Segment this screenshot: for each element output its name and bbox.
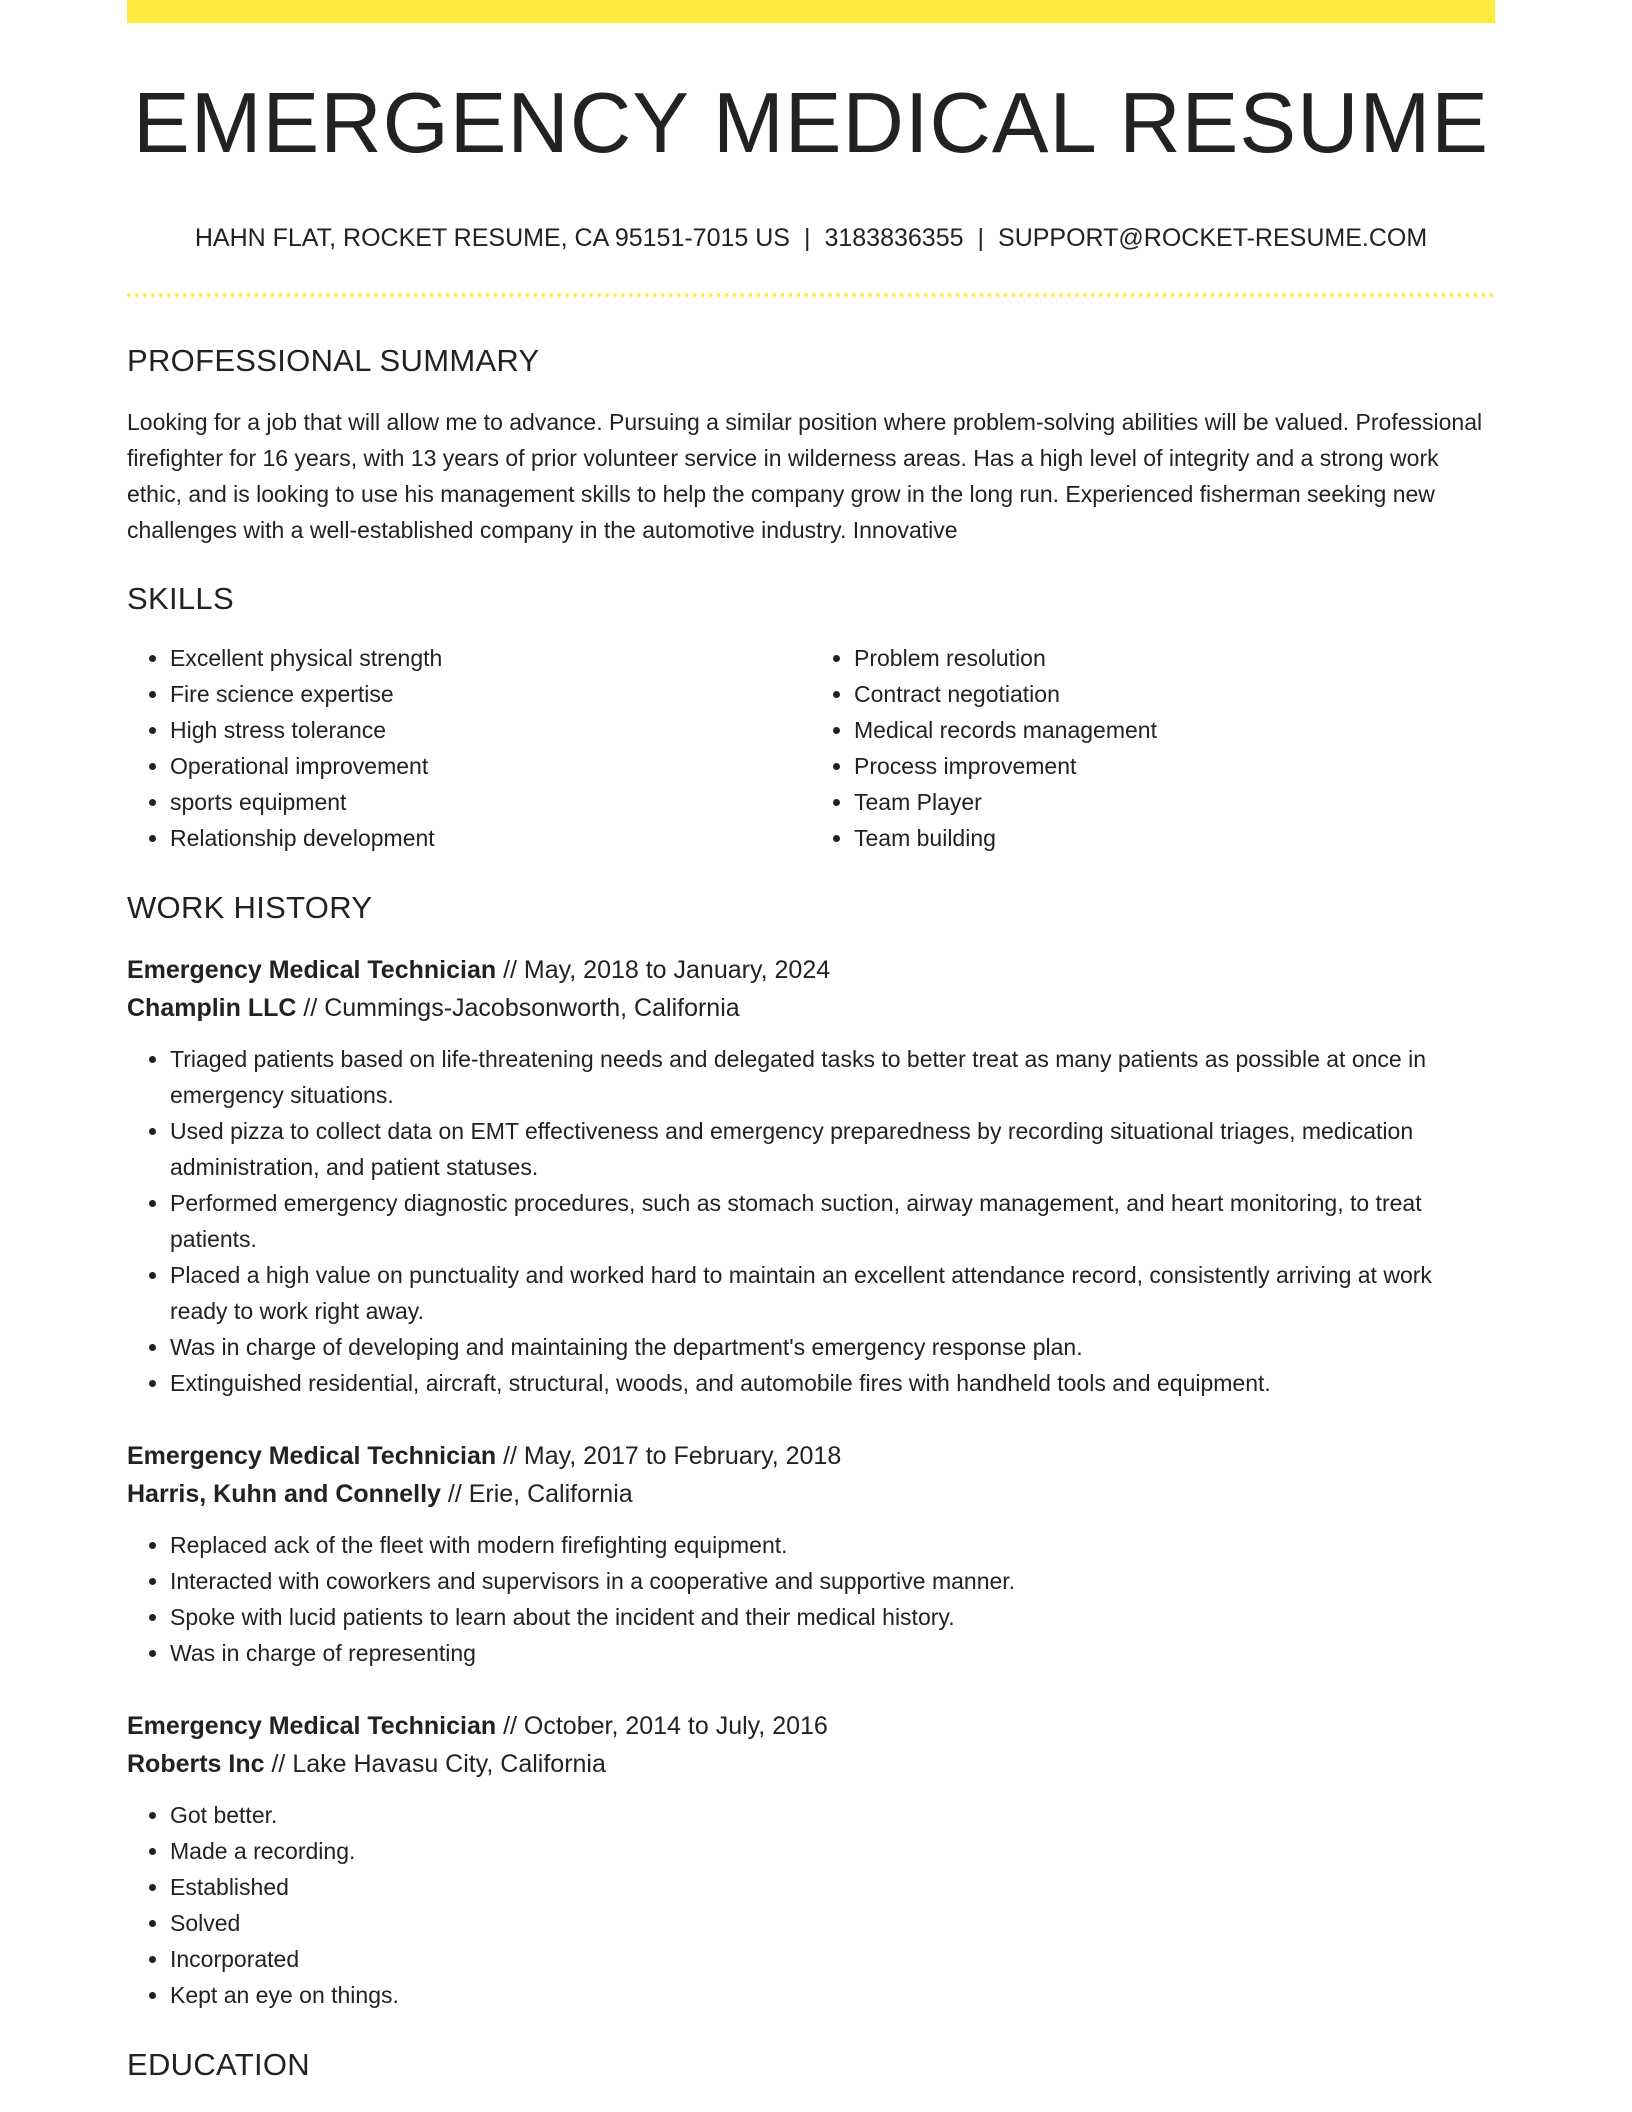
skill-item: • Operational improvement — [170, 748, 811, 784]
job-company: Harris, Kuhn and Connelly — [127, 1480, 441, 1508]
skill-item: • Excellent physical strength — [170, 640, 811, 676]
job-bullet: • Solved — [170, 1905, 1495, 1941]
skill-item: • Process improvement — [854, 748, 1495, 784]
job-location: // Lake Havasu City, California — [264, 1750, 606, 1778]
job-bullet: • Spoke with lucid patients to learn about the incident and their medical history. — [170, 1599, 1495, 1635]
job-bullets — [127, 1527, 1495, 1671]
job-bullet: • Made a recording. — [170, 1833, 1495, 1869]
job-bullet: • Placed a high value on punctuality and worked hard to maintain an excellent attendance record, consistently arriving at work ready to work right away. — [170, 1257, 1495, 1329]
skill-item: • Problem resolution — [854, 640, 1495, 676]
top-accent-bar — [127, 0, 1495, 23]
job-bullet: • Kept an eye on things. — [170, 1977, 1495, 2013]
job-entry — [127, 1707, 1495, 2013]
contact-address: HAHN FLAT, ROCKET RESUME, CA 95151-7015 US — [194, 224, 790, 252]
contact-separator: | — [803, 224, 811, 252]
job-company-line — [127, 1475, 1495, 1513]
resume-title: EMERGENCY MEDICAL RESUME — [133, 76, 1489, 171]
job-bullets — [127, 1041, 1495, 1401]
job-bullet: • Got better. — [170, 1797, 1495, 1833]
skill-item: • Team building — [854, 820, 1495, 856]
job-company: Champlin LLC — [127, 994, 297, 1022]
dotted-divider — [127, 293, 1495, 297]
skills-grid — [127, 640, 1495, 856]
job-bullet: • Used pizza to collect data on EMT effectiveness and emergency preparedness by recording situational triages, medication administration, and patient statuses. — [170, 1113, 1495, 1185]
job-title: Emergency Medical Technician — [127, 956, 497, 984]
job-title-line — [127, 951, 1495, 989]
job-dates: // October, 2014 to July, 2016 — [496, 1712, 828, 1740]
skill-item: • Relationship development — [170, 820, 811, 856]
summary-heading: PROFESSIONAL SUMMARY — [127, 343, 540, 378]
contact-email: SUPPORT@ROCKET-RESUME.COM — [998, 224, 1428, 252]
job-company: Roberts Inc — [127, 1750, 265, 1778]
skills-heading: SKILLS — [127, 581, 234, 616]
skill-item: • Team Player — [854, 784, 1495, 820]
job-location: // Cummings-Jacobsonworth, California — [296, 994, 740, 1022]
job-company-line — [127, 1745, 1495, 1783]
job-title-line — [127, 1437, 1495, 1475]
contact-line — [127, 226, 1495, 251]
job-bullet: • Triaged patients based on life-threatening needs and delegated tasks to better treat as many patients as possible at once in emergency situations. — [170, 1041, 1495, 1113]
contact-separator: | — [977, 224, 985, 252]
job-title: Emergency Medical Technician — [127, 1442, 497, 1470]
job-bullet: • Interacted with coworkers and supervisors in a cooperative and supportive manner. — [170, 1563, 1495, 1599]
job-title-line — [127, 1707, 1495, 1745]
skill-item: • sports equipment — [170, 784, 811, 820]
job-entry — [127, 951, 1495, 1401]
job-bullet: • Was in charge of representing — [170, 1635, 1495, 1671]
contact-phone: 3183836355 — [824, 224, 964, 252]
job-bullets — [127, 1797, 1495, 2013]
job-company-line — [127, 989, 1495, 1027]
skill-item: • Contract negotiation — [854, 676, 1495, 712]
job-title: Emergency Medical Technician — [127, 1712, 497, 1740]
job-bullet: • Extinguished residential, aircraft, structural, woods, and automobile fires with handheld tools and equipment. — [170, 1365, 1495, 1401]
skill-item: • Medical records management — [854, 712, 1495, 748]
job-bullet: • Incorporated — [170, 1941, 1495, 1977]
job-bullet: • Established — [170, 1869, 1495, 1905]
work-history-heading: WORK HISTORY — [127, 890, 373, 925]
job-bullet: • Performed emergency diagnostic procedures, such as stomach suction, airway management, and heart monitoring, to treat patients. — [170, 1185, 1495, 1257]
job-entry — [127, 1437, 1495, 1671]
job-bullet: • Was in charge of developing and maintaining the department's emergency response plan. — [170, 1329, 1495, 1365]
education-heading: EDUCATION — [127, 2047, 310, 2082]
resume-page — [127, 0, 1495, 2080]
job-location: // Erie, California — [440, 1480, 633, 1508]
job-bullet: • Replaced ack of the fleet with modern firefighting equipment. — [170, 1527, 1495, 1563]
job-dates: // May, 2018 to January, 2024 — [496, 956, 831, 984]
skill-item: • High stress tolerance — [170, 712, 811, 748]
skills-list-left — [127, 640, 811, 856]
skill-item: • Fire science expertise — [170, 676, 811, 712]
job-dates: // May, 2017 to February, 2018 — [496, 1442, 842, 1470]
skills-list-right — [811, 640, 1495, 856]
summary-text: Looking for a job that will allow me to advance. Pursuing a similar position where problem-solving abilities will be valued. Professional firefighter for 16 years, with 13 years of prior volunteer service in wilderness areas. Has a high level of integrity and a strong work ethic, and is looking to use his management skills to help the company grow in the long run. Experienced fisherman seeking new challenges with a well-established company in the automotive industry. Innovative — [127, 409, 1483, 543]
